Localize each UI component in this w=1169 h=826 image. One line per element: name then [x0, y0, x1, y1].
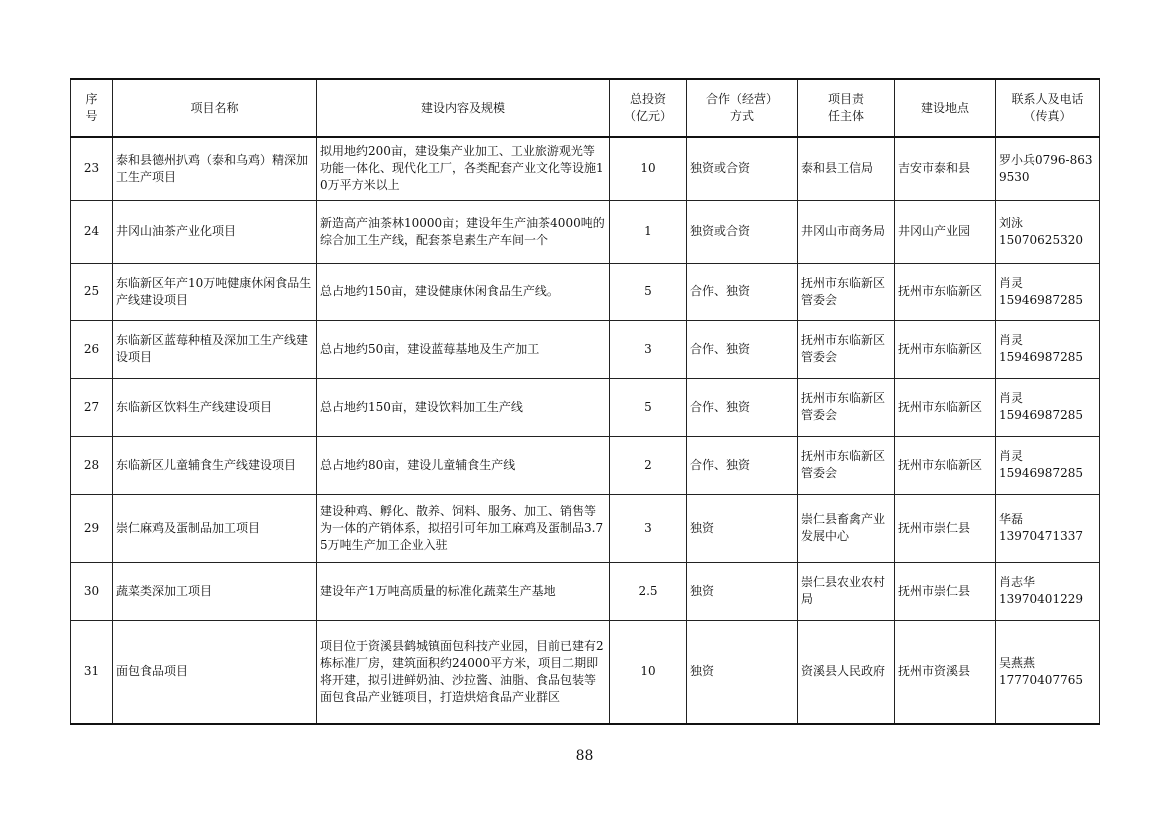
header-location: 建设地点 [895, 79, 996, 137]
cell-body: 崇仁县畜禽产业发展中心 [798, 494, 895, 562]
cell-investment: 5 [610, 263, 687, 320]
cell-investment: 3 [610, 494, 687, 562]
cell-investment: 10 [610, 620, 687, 724]
header-mode: 合作（经营） 方式 [687, 79, 798, 137]
cell-contact: 刘泳 15070625320 [996, 200, 1100, 263]
cell-location: 抚州市东临新区 [895, 320, 996, 378]
header-body: 项目责 任主体 [798, 79, 895, 137]
table-body [71, 137, 1100, 724]
cell-name: 东临新区蓝莓种植及深加工生产线建设项目 [113, 320, 317, 378]
header-no: 序 号 [71, 79, 113, 137]
cell-mode: 独资或合资 [687, 137, 798, 200]
cell-mode: 合作、独资 [687, 378, 798, 436]
cell-name: 东临新区饮料生产线建设项目 [113, 378, 317, 436]
cell-no: 24 [71, 200, 113, 263]
cell-name: 东临新区年产10万吨健康休闲食品生产线建设项目 [113, 263, 317, 320]
table-row [71, 494, 1100, 562]
cell-location: 抚州市崇仁县 [895, 562, 996, 620]
cell-investment: 3 [610, 320, 687, 378]
cell-mode: 合作、独资 [687, 320, 798, 378]
table-row [71, 620, 1100, 724]
cell-location: 抚州市东临新区 [895, 263, 996, 320]
header-scale: 建设内容及规模 [317, 79, 610, 137]
cell-no: 25 [71, 263, 113, 320]
cell-name: 东临新区儿童辅食生产线建设项目 [113, 436, 317, 494]
cell-investment: 2 [610, 436, 687, 494]
cell-scale: 建设种鸡、孵化、散养、饲料、服务、加工、销售等为一体的产销体系，拟招引可年加工麻鸡及蛋制品3.75万吨生产加工企业入驻 [317, 494, 610, 562]
table-row [71, 200, 1100, 263]
table-row [71, 436, 1100, 494]
cell-contact: 肖灵 15946987285 [996, 320, 1100, 378]
cell-contact: 肖灵 15946987285 [996, 263, 1100, 320]
cell-body: 资溪县人民政府 [798, 620, 895, 724]
cell-investment: 2.5 [610, 562, 687, 620]
cell-no: 29 [71, 494, 113, 562]
cell-name: 崇仁麻鸡及蛋制品加工项目 [113, 494, 317, 562]
cell-contact: 肖灵 15946987285 [996, 378, 1100, 436]
cell-scale: 总占地约50亩，建设蓝莓基地及生产加工 [317, 320, 610, 378]
cell-name: 泰和县德州扒鸡（泰和乌鸡）精深加工生产项目 [113, 137, 317, 200]
cell-investment: 10 [610, 137, 687, 200]
cell-no: 31 [71, 620, 113, 724]
page-number: 88 [575, 748, 594, 764]
cell-investment: 5 [610, 378, 687, 436]
cell-mode: 合作、独资 [687, 436, 798, 494]
cell-scale: 总占地约150亩，建设饮料加工生产线 [317, 378, 610, 436]
cell-location: 抚州市资溪县 [895, 620, 996, 724]
table-row [71, 137, 1100, 200]
cell-body: 井冈山市商务局 [798, 200, 895, 263]
table-row [71, 263, 1100, 320]
cell-no: 23 [71, 137, 113, 200]
header-contact: 联系人及电话 （传真） [996, 79, 1100, 137]
cell-no: 27 [71, 378, 113, 436]
cell-mode: 独资 [687, 494, 798, 562]
table-header-row [71, 79, 1100, 137]
cell-contact: 肖灵 15946987285 [996, 436, 1100, 494]
cell-location: 抚州市崇仁县 [895, 494, 996, 562]
cell-contact: 华磊 13970471337 [996, 494, 1100, 562]
cell-scale: 项目位于资溪县鹤城镇面包科技产业园，目前已建有2栋标准厂房，建筑面积约24000平方米，项目二期即将开建，拟引进鲜奶油、沙拉酱、油脂、食品包装等面包食品产业链项目，打造烘焙食品产业群区 [317, 620, 610, 724]
cell-location: 抚州市东临新区 [895, 378, 996, 436]
cell-location: 抚州市东临新区 [895, 436, 996, 494]
cell-contact: 肖志华 13970401229 [996, 562, 1100, 620]
cell-name: 井冈山油茶产业化项目 [113, 200, 317, 263]
cell-mode: 独资 [687, 620, 798, 724]
cell-body: 抚州市东临新区管委会 [798, 378, 895, 436]
header-name: 项目名称 [113, 79, 317, 137]
cell-location: 吉安市泰和县 [895, 137, 996, 200]
cell-contact: 罗小兵0796-8639530 [996, 137, 1100, 200]
cell-body: 泰和县工信局 [798, 137, 895, 200]
cell-no: 28 [71, 436, 113, 494]
cell-mode: 独资或合资 [687, 200, 798, 263]
cell-contact: 吴燕燕 17770407765 [996, 620, 1100, 724]
cell-body: 抚州市东临新区管委会 [798, 320, 895, 378]
table-row [71, 378, 1100, 436]
project-table [70, 78, 1100, 725]
cell-no: 26 [71, 320, 113, 378]
cell-mode: 合作、独资 [687, 263, 798, 320]
cell-body: 抚州市东临新区管委会 [798, 436, 895, 494]
cell-scale: 总占地约80亩，建设儿童辅食生产线 [317, 436, 610, 494]
cell-no: 30 [71, 562, 113, 620]
cell-body: 抚州市东临新区管委会 [798, 263, 895, 320]
table-row [71, 562, 1100, 620]
cell-name: 蔬菜类深加工项目 [113, 562, 317, 620]
cell-body: 崇仁县农业农村局 [798, 562, 895, 620]
cell-name: 面包食品项目 [113, 620, 317, 724]
cell-scale: 拟用地约200亩，建设集产业加工、工业旅游观光等功能一体化、现代化工厂，各类配套产业文化等设施10万平方米以上 [317, 137, 610, 200]
cell-investment: 1 [610, 200, 687, 263]
cell-mode: 独资 [687, 562, 798, 620]
header-investment: 总投资 （亿元） [610, 79, 687, 137]
cell-scale: 新造高产油茶林10000亩；建设年生产油茶4000吨的综合加工生产线，配套茶皂素生产车间一个 [317, 200, 610, 263]
table-row [71, 320, 1100, 378]
cell-scale: 建设年产1万吨高质量的标准化蔬菜生产基地 [317, 562, 610, 620]
cell-scale: 总占地约150亩，建设健康休闲食品生产线。 [317, 263, 610, 320]
cell-location: 井冈山产业园 [895, 200, 996, 263]
